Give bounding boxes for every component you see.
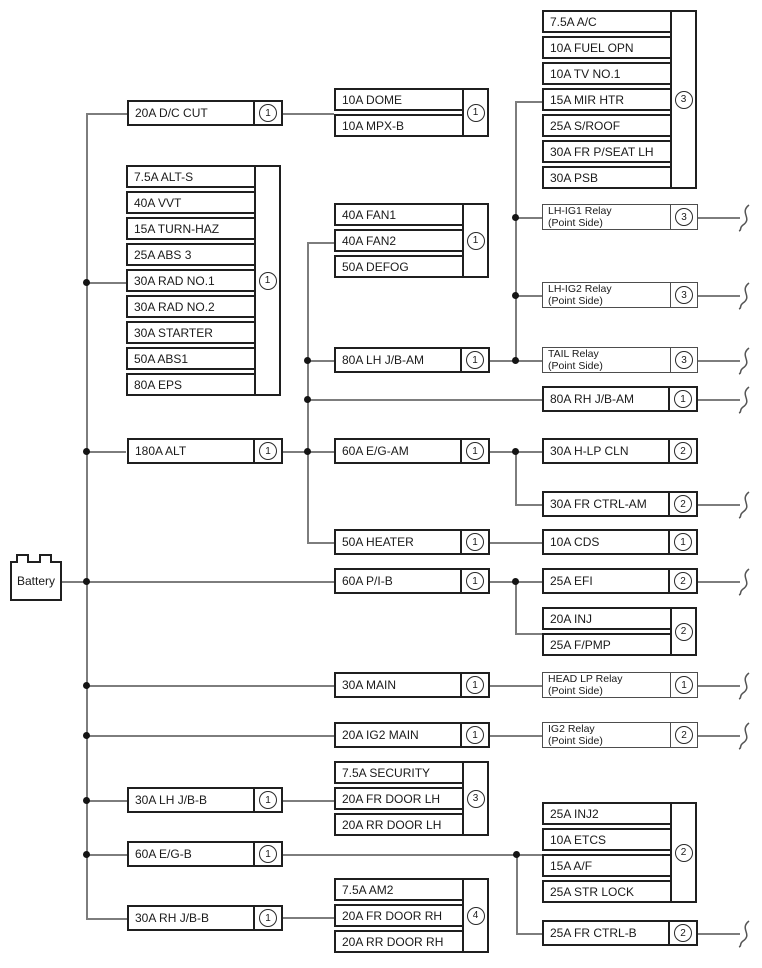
fuse-label: 25A STR LOCK — [542, 880, 672, 903]
circled-number: 2 — [670, 440, 696, 462]
fuse-box-rh-jbam — [542, 386, 698, 412]
fuse-label: 25A INJ2 — [542, 802, 672, 825]
circled-number: 3 — [671, 283, 697, 307]
fuse-group-am2 — [334, 878, 489, 953]
wire-break-icon — [736, 491, 752, 519]
wire-break-icon — [736, 347, 752, 375]
circled-number: 3 — [671, 348, 697, 372]
wire — [490, 735, 542, 737]
circled-number: 2 — [670, 570, 696, 592]
fuse-group-dome — [334, 88, 489, 137]
wire — [307, 242, 334, 244]
fuse-box-fr-ctrl-am — [542, 491, 698, 517]
fuse-box-pib — [334, 568, 490, 594]
junction-dot — [83, 732, 90, 739]
circled-number: 1 — [462, 674, 488, 696]
wire-break-icon — [736, 920, 752, 948]
fuse-label: 40A FAN1 — [334, 203, 464, 226]
fuse-label: 20A FR DOOR LH — [334, 787, 464, 810]
circled-number: 2 — [670, 922, 696, 944]
fuse-label: 10A ETCS — [542, 828, 672, 851]
fuse-label: 40A VVT — [126, 191, 256, 214]
fuse-box-cds — [542, 529, 698, 555]
fuse-label: 25A EFI — [544, 570, 670, 592]
wire — [307, 542, 334, 544]
fuse-label: 25A FR CTRL-B — [544, 922, 670, 944]
circled-number: 1 — [255, 789, 281, 811]
circled-number: 3 — [670, 10, 697, 189]
circled-number: 2 — [671, 723, 697, 747]
fuse-group-inj — [542, 607, 697, 656]
fuse-label: 30A H-LP CLN — [544, 440, 670, 462]
circled-number: 1 — [462, 88, 489, 137]
circled-number: 1 — [462, 203, 489, 278]
fuse-box-lh-jbam — [334, 347, 490, 373]
junction-dot — [304, 357, 311, 364]
junction-dot — [512, 578, 519, 585]
relay-label: LH-IG2 Relay (Point Side) — [543, 283, 671, 307]
fuse-group-fan — [334, 203, 489, 278]
battery-label: Battery — [16, 574, 55, 588]
fuse-box-heater — [334, 529, 490, 555]
junction-dot — [512, 214, 519, 221]
wire — [307, 360, 334, 362]
junction-dot — [513, 851, 520, 858]
fuse-label: 180A ALT — [129, 440, 255, 462]
fuse-box-eg-b — [127, 841, 283, 867]
wire — [698, 504, 740, 506]
fuse-label: 20A RR DOOR LH — [334, 813, 464, 836]
fuse-group-inj2 — [542, 802, 697, 903]
fuse-box-eg-am — [334, 438, 490, 464]
circled-number: 1 — [670, 531, 696, 553]
wire — [86, 685, 334, 687]
wire — [515, 295, 542, 297]
circled-number: 1 — [255, 440, 281, 462]
fuse-box-fr-ctrl-b — [542, 920, 698, 946]
circled-number: 1 — [255, 907, 281, 929]
wire-break-icon — [736, 386, 752, 414]
battery-terminal — [39, 554, 52, 563]
circled-number: 1 — [255, 102, 281, 124]
fuse-group-ac — [542, 10, 697, 189]
wire — [698, 360, 740, 362]
fuse-label: 30A LH J/B-B — [129, 789, 255, 811]
fuse-label: 7.5A SECURITY — [334, 761, 464, 784]
wire — [516, 933, 542, 935]
battery-terminal — [16, 554, 29, 563]
fuse-label: 60A E/G-AM — [336, 440, 462, 462]
fuse-label: 30A PSB — [542, 166, 672, 189]
wire — [698, 685, 740, 687]
wire-break-icon — [736, 568, 752, 596]
fuse-label: 60A E/G-B — [129, 843, 255, 865]
fuse-label: 30A RH J/B-B — [129, 907, 255, 929]
fuse-label: 80A EPS — [126, 373, 256, 396]
junction-dot — [512, 292, 519, 299]
fuse-label: 20A FR DOOR RH — [334, 904, 464, 927]
wire — [698, 933, 740, 935]
fuse-label: 25A S/ROOF — [542, 114, 672, 137]
junction-dot — [83, 448, 90, 455]
wire — [515, 101, 517, 361]
fuse-label: 50A HEATER — [336, 531, 462, 553]
wire — [86, 918, 127, 920]
junction-dot — [83, 851, 90, 858]
circled-number: 4 — [462, 878, 489, 953]
circled-number: 1 — [462, 570, 488, 592]
wire — [515, 581, 517, 634]
battery — [10, 561, 62, 601]
fuse-label: 20A D/C CUT — [129, 102, 255, 124]
fuse-label: 50A DEFOG — [334, 255, 464, 278]
wire — [283, 800, 334, 802]
fuse-label: 7.5A ALT-S — [126, 165, 256, 188]
relay-label: LH-IG1 Relay (Point Side) — [543, 205, 671, 229]
fuse-label: 10A TV NO.1 — [542, 62, 672, 85]
circled-number: 1 — [462, 440, 488, 462]
fuse-label: 60A P/I-B — [336, 570, 462, 592]
fuse-label: 20A INJ — [542, 607, 672, 630]
relay-box-lh-ig1 — [542, 204, 698, 230]
fuse-group-security — [334, 761, 489, 836]
wire — [515, 451, 517, 505]
junction-dot — [512, 448, 519, 455]
fuse-box-efi — [542, 568, 698, 594]
fuse-label: 7.5A AM2 — [334, 878, 464, 901]
junction-dot — [304, 448, 311, 455]
fuse-box-dc-cut — [127, 100, 283, 126]
wire — [515, 504, 542, 506]
fuse-box-main — [334, 672, 490, 698]
fuse-label: 20A IG2 MAIN — [336, 724, 462, 746]
wire — [698, 581, 740, 583]
fuse-label: 40A FAN2 — [334, 229, 464, 252]
wire — [698, 217, 740, 219]
circled-number: 1 — [462, 349, 488, 371]
wire-break-icon — [736, 672, 752, 700]
fuse-label: 30A FR P/SEAT LH — [542, 140, 672, 163]
wire — [516, 854, 518, 934]
wire — [698, 295, 740, 297]
wire — [86, 800, 127, 802]
relay-label: TAIL Relay (Point Side) — [543, 348, 671, 372]
wire — [515, 101, 542, 103]
circled-number: 1 — [255, 843, 281, 865]
fuse-label: 30A RAD NO.1 — [126, 269, 256, 292]
fuse-label: 7.5A A/C — [542, 10, 672, 33]
fuse-label: 10A FUEL OPN — [542, 36, 672, 59]
wire — [490, 685, 542, 687]
circled-number: 1 — [670, 388, 696, 410]
circled-number: 2 — [670, 802, 697, 903]
circled-number: 2 — [670, 607, 697, 656]
wire — [62, 581, 334, 583]
circled-number: 1 — [254, 165, 281, 396]
fuse-label: 15A TURN-HAZ — [126, 217, 256, 240]
fuse-label: 10A MPX-B — [334, 114, 464, 137]
wire — [86, 113, 127, 115]
fuse-label: 30A MAIN — [336, 674, 462, 696]
fuse-label: 10A CDS — [544, 531, 670, 553]
fuse-label: 50A ABS1 — [126, 347, 256, 370]
junction-dot — [304, 396, 311, 403]
fuse-label: 25A ABS 3 — [126, 243, 256, 266]
circled-number: 3 — [462, 761, 489, 836]
circled-number: 1 — [462, 531, 488, 553]
junction-dot — [512, 357, 519, 364]
fuse-box-rh-jbb — [127, 905, 283, 931]
fuse-label: 20A RR DOOR RH — [334, 930, 464, 953]
circled-number: 1 — [462, 724, 488, 746]
fuse-group-alt-s — [126, 165, 281, 396]
wire — [698, 735, 740, 737]
fuse-label: 10A DOME — [334, 88, 464, 111]
fuse-label: 15A A/F — [542, 854, 672, 877]
fuse-box-ig2-main — [334, 722, 490, 748]
wire — [515, 633, 542, 635]
junction-dot — [83, 682, 90, 689]
relay-box-ig2 — [542, 722, 698, 748]
fuse-label: 80A RH J/B-AM — [544, 388, 670, 410]
wire-break-icon — [736, 722, 752, 750]
wire — [283, 113, 334, 115]
wire — [515, 217, 542, 219]
wire — [307, 242, 309, 543]
junction-dot — [83, 797, 90, 804]
fuse-box-lh-jbb — [127, 787, 283, 813]
fuse-label: 30A FR CTRL-AM — [544, 493, 670, 515]
wire — [86, 854, 127, 856]
wire — [283, 854, 542, 856]
relay-label: IG2 Relay (Point Side) — [543, 723, 671, 747]
fuse-label: 30A RAD NO.2 — [126, 295, 256, 318]
relay-box-head-lp — [542, 672, 698, 698]
wire — [490, 542, 542, 544]
wire-break-icon — [736, 282, 752, 310]
wire — [307, 399, 542, 401]
wire — [698, 399, 740, 401]
fuse-label: 80A LH J/B-AM — [336, 349, 462, 371]
circled-number: 1 — [671, 673, 697, 697]
circled-number: 2 — [670, 493, 696, 515]
circled-number: 3 — [671, 205, 697, 229]
wire — [283, 917, 334, 919]
fuse-box-hlp-cln — [542, 438, 698, 464]
fuse-label: 30A STARTER — [126, 321, 256, 344]
relay-box-lh-ig2 — [542, 282, 698, 308]
relay-label: HEAD LP Relay (Point Side) — [543, 673, 671, 697]
fuse-box-180a-alt — [127, 438, 283, 464]
relay-box-tail — [542, 347, 698, 373]
wire — [86, 282, 126, 284]
junction-dot — [83, 279, 90, 286]
wire — [86, 451, 126, 453]
wire — [86, 735, 334, 737]
junction-dot — [83, 578, 90, 585]
wire-break-icon — [736, 204, 752, 232]
fuse-label: 15A MIR HTR — [542, 88, 672, 111]
fuse-label: 25A F/PMP — [542, 633, 672, 656]
